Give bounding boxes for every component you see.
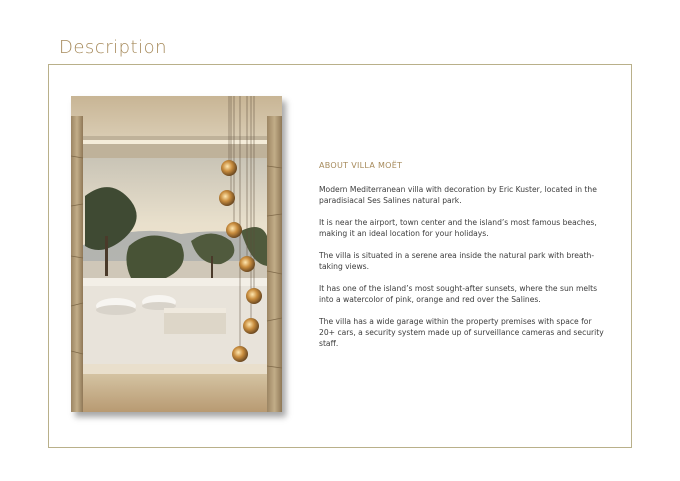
about-paragraph: Modern Mediterranean villa with decoration by Eric Kuster, located in the paradisiacal Ses Salines natural park.	[319, 185, 597, 205]
about-section	[319, 160, 609, 360]
about-heading: ABOUT VILLA MOËT	[319, 161, 403, 170]
about-paragraph: The villa is situated in a serene area inside the natural park with breath-taking views.	[319, 251, 595, 271]
page-title: Description	[59, 37, 168, 58]
villa-photo	[71, 96, 282, 412]
about-paragraph: It is near the airport, town center and the island’s most famous beaches, making it an ideal location for your holidays.	[319, 218, 597, 238]
about-paragraph: It has one of the island’s most sought-after sunsets, where the sun melts into a watercolor of pink, orange and red over the Salines.	[319, 284, 598, 304]
about-paragraph: The villa has a wide garage within the property premises with space for 20+ cars, a security system made up of surveillance cameras and security staff.	[319, 317, 604, 348]
